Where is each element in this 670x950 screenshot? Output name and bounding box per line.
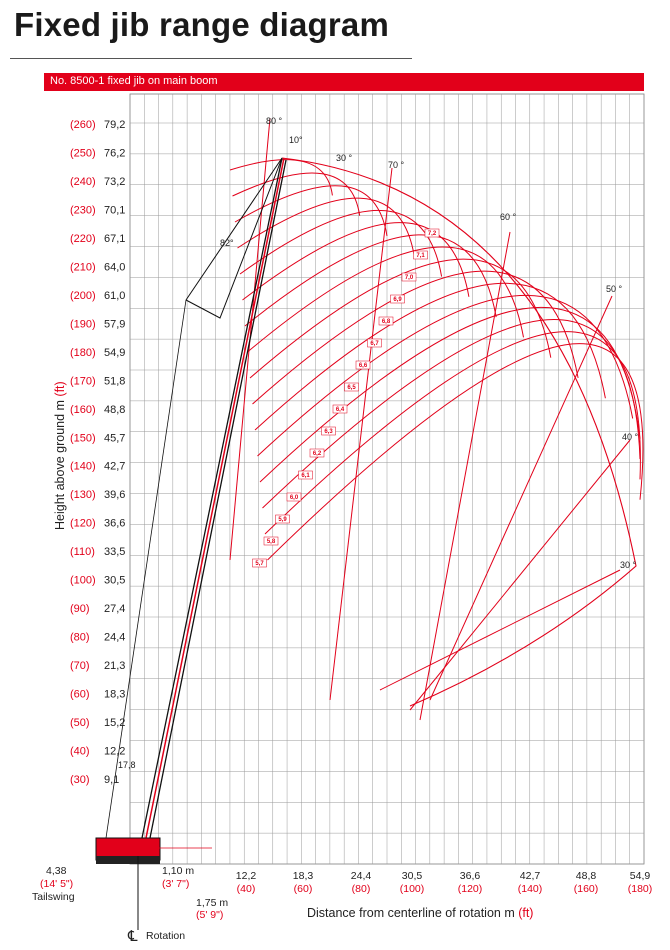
y-tick-label-m: 54,9 <box>104 346 126 359</box>
y-tick-label-ft: (40) <box>70 745 90 758</box>
y-tick-label-m: 30,5 <box>104 574 126 587</box>
boom-angle-line <box>330 168 392 700</box>
boom-length-label: 6,8 <box>381 319 391 325</box>
y-tick-label-ft: (50) <box>70 717 90 730</box>
boom-length-label: 6,1 <box>301 473 310 479</box>
boom-length-label: 6,0 <box>289 495 299 501</box>
boom-angle-label: 50 ° <box>606 284 623 294</box>
boom-angle-label: 30 ° <box>620 560 637 570</box>
y-tick-label-ft: (210) <box>70 261 96 274</box>
y-tick-label-ft: (190) <box>70 318 96 331</box>
rotation-symbol: ℄ <box>128 928 138 945</box>
boom-length-arc <box>233 173 360 216</box>
tailswing-value: 4,38 <box>46 865 67 877</box>
boom-angle-label: 40 ° <box>622 432 639 442</box>
boom-length-label: 6,4 <box>335 407 345 413</box>
boom-angle-label: 60 ° <box>500 212 517 222</box>
page-title: Fixed jib range diagram <box>14 6 390 43</box>
y-tick-label-ft: (240) <box>70 175 96 188</box>
y-tick-label-ft: (100) <box>70 574 96 587</box>
y-tick-label-m: 12,2 <box>104 745 126 758</box>
boom-angle-line <box>410 440 630 710</box>
x-tick-label-m: 54,9 <box>629 870 651 882</box>
y-tick-label-m: 64,0 <box>104 261 126 274</box>
y-tick-label-ft: (250) <box>70 147 96 160</box>
y-tick-label-ft: (180) <box>70 346 96 359</box>
y-tick-label-m: 61,0 <box>104 289 126 302</box>
y-tick-label-m: 9,1 <box>104 774 120 786</box>
y-tick-label-m: 57,9 <box>104 318 126 331</box>
y-tick-label-ft: (70) <box>70 660 90 673</box>
x-tick-label-ft: (180) <box>627 883 653 895</box>
y-tick-label-ft: (90) <box>70 603 90 616</box>
y-tick-label-m: 24,4 <box>104 631 126 644</box>
x-tick-label-ft: (120) <box>457 883 483 895</box>
crane-outline <box>96 158 286 930</box>
y-tick-label-m: 36,6 <box>104 517 126 530</box>
boom-centerline <box>146 158 284 838</box>
y-tick-label-ft: (220) <box>70 232 96 245</box>
boom-arcs <box>230 118 643 720</box>
y-tick-label-ft: (110) <box>70 546 95 559</box>
y-tick-label-m: 73,2 <box>104 175 126 188</box>
y-tick-label-ft: (140) <box>70 460 96 473</box>
x-tick-label-ft: (160) <box>573 883 599 895</box>
boom-length-label: 5,8 <box>266 539 276 545</box>
boom-chord-right <box>150 160 286 838</box>
pivot-offset-value-ft: (3' 7") <box>162 878 190 890</box>
boom-base-height-label: 17,8 <box>118 760 136 770</box>
x-tick-label-ft: (80) <box>351 883 371 895</box>
x-axis-title: Distance from centerline of rotation m (ft) <box>307 906 534 920</box>
boom-angle-line <box>430 296 612 700</box>
y-tick-label-ft: (120) <box>70 517 96 530</box>
y-tick-label-ft: (170) <box>70 375 96 388</box>
y-tick-label-ft: (260) <box>70 119 96 131</box>
y-tick-label-ft: (200) <box>70 289 96 302</box>
y-tick-label-m: 76,2 <box>104 147 126 160</box>
boom-chord-left <box>142 158 282 838</box>
y-tick-label-m: 21,3 <box>104 660 126 673</box>
boom-length-label: 6,6 <box>358 363 368 369</box>
rotation-label: Rotation <box>146 930 186 942</box>
jib-offset-label-30: 30 ° <box>336 153 353 163</box>
boom-length-label: 7,2 <box>427 231 437 237</box>
boom-angle-label: 80 ° <box>266 116 283 126</box>
y-tick-label-m: 18,3 <box>104 688 126 701</box>
y-tick-label-ft: (230) <box>70 204 96 217</box>
y-tick-label-ft: (130) <box>70 489 96 502</box>
x-tick-label-ft: (100) <box>399 883 425 895</box>
boom-length-label: 5,7 <box>255 561 264 567</box>
boom-length-label: 7,0 <box>404 275 414 281</box>
boom-angle-label: 70 ° <box>388 160 405 170</box>
tailswing-value-ft: (14' 5") <box>40 878 74 890</box>
boom-length-label: 5,9 <box>278 517 287 523</box>
x-tick-label-m: 12,2 <box>235 870 257 882</box>
y-tick-label-m: 70,1 <box>104 204 126 217</box>
boom-length-arc <box>263 320 641 508</box>
y-tick-label-ft: (80) <box>70 631 90 644</box>
y-tick-label-m: 48,8 <box>104 403 126 416</box>
boom-length-label: 7,1 <box>416 253 425 259</box>
y-tick-label-m: 42,7 <box>104 460 126 473</box>
pivot-height-value: 1,75 m <box>196 897 229 909</box>
crane-tracks <box>96 856 160 864</box>
boom-length-label: 6,2 <box>312 451 322 457</box>
y-tick-label-ft: (160) <box>70 403 96 416</box>
y-tick-label-m: 67,1 <box>104 232 126 245</box>
y-tick-label-m: 27,4 <box>104 603 126 616</box>
x-tick-label-m: 42,7 <box>519 870 541 882</box>
y-tick-label-ft: (60) <box>70 688 90 701</box>
x-tick-label-m: 30,5 <box>401 870 423 882</box>
boom-angle-line <box>420 232 510 720</box>
y-tick-label-m: 15,2 <box>104 717 126 730</box>
pivot-offset-value: 1,10 m <box>162 865 195 877</box>
boom-length-label: 6,7 <box>370 341 379 347</box>
y-tick-label-m: 51,8 <box>104 375 126 388</box>
boom-length-label: 6,5 <box>347 385 356 391</box>
jib-offset-label-10: 10° <box>289 135 303 145</box>
banner-text: No. 8500-1 fixed jib on main boom <box>50 75 218 87</box>
boom-length-arc <box>248 247 524 352</box>
chart-labels <box>70 116 652 895</box>
x-tick-label-ft: (140) <box>517 883 543 895</box>
x-tick-label-m: 48,8 <box>575 870 597 882</box>
x-tick-label-m: 18,3 <box>292 870 314 882</box>
y-tick-label-m: 45,7 <box>104 432 126 445</box>
tailswing-label: Tailswing <box>32 891 75 903</box>
x-tick-label-m: 24,4 <box>350 870 372 882</box>
boom-length-label: 6,9 <box>393 297 402 303</box>
y-tick-label-ft: (150) <box>70 432 96 445</box>
small-angle-label: 82° <box>220 238 234 248</box>
x-tick-label-ft: (40) <box>236 883 256 895</box>
y-tick-label-m: 39,6 <box>104 489 126 502</box>
y-tick-label-ft: (30) <box>70 774 90 786</box>
boom-length-label: 6,3 <box>324 429 333 435</box>
y-axis-title: Height above ground m (ft) <box>53 381 67 530</box>
x-tick-label-m: 36,6 <box>459 870 481 882</box>
pivot-height-value-ft: (5' 9") <box>196 909 224 921</box>
y-tick-label-m: 33,5 <box>104 546 126 559</box>
boom-angle-line <box>380 570 620 690</box>
y-tick-label-m: 79,2 <box>104 119 126 131</box>
x-tick-label-ft: (60) <box>293 883 313 895</box>
